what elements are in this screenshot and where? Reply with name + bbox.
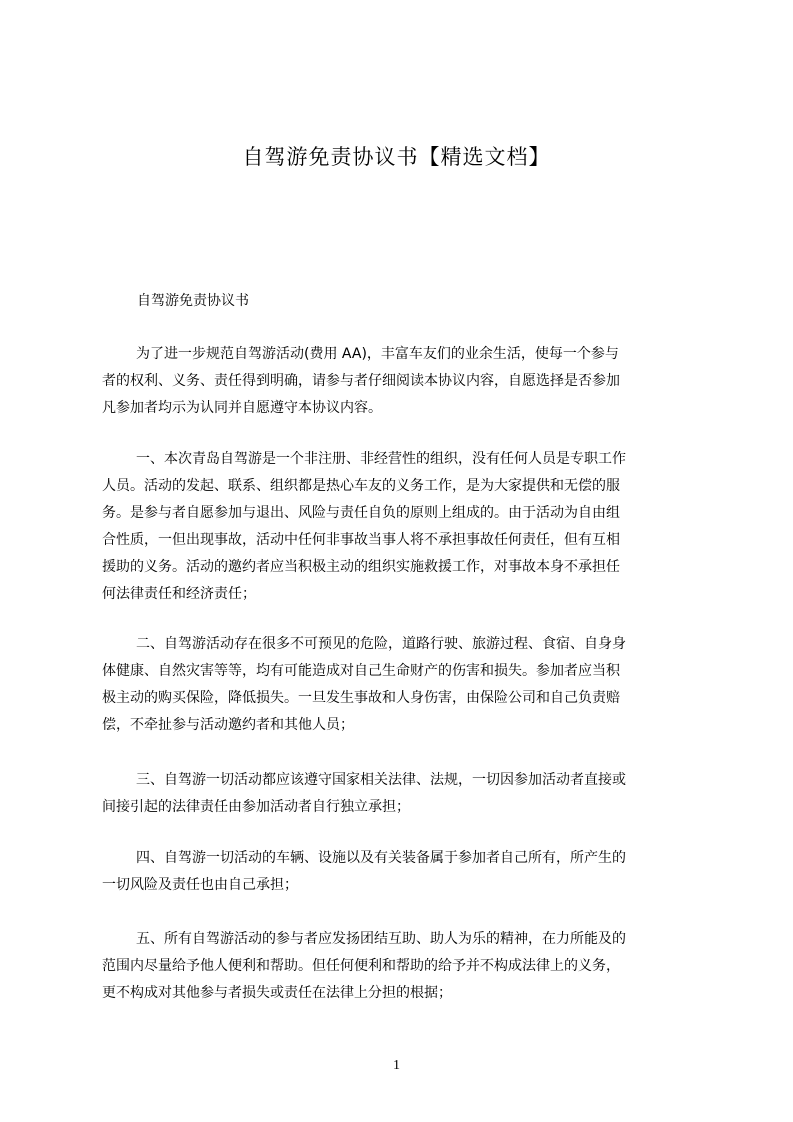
- paragraph-line: 极主动的购买保险，降低损失。一旦发生事故和人身伤害，由保险公司和自己负责赔: [102, 690, 620, 706]
- page-number: 1: [393, 1058, 400, 1073]
- paragraph-line: 合性质，一但出现事故，活动中任何非事故当事人将不承担事故任何责任，但有互相: [102, 532, 620, 548]
- paragraph-line: 一、本次青岛自驾游是一个非注册、非经营性的组织，没有任何人员是专职工作: [136, 451, 626, 467]
- paragraph-clause-1: [102, 446, 702, 608]
- paragraph-line: 五、所有自驾游活动的参与者应发扬团结互助、助人为乐的精神，在力所能及的: [136, 931, 626, 947]
- paragraph-line: 何法律责任和经济责任；: [102, 586, 256, 602]
- paragraph-clause-5: [102, 926, 702, 1007]
- paragraph-line: 务。是参与者自愿参加与退出、风险与责任自负的原则上组成的。由于活动为自由组: [102, 505, 620, 521]
- paragraph-clause-2: [102, 631, 702, 739]
- paragraph-line: 一切风险及责任也由自己承担；: [102, 877, 298, 893]
- paragraph-intro: [102, 341, 702, 422]
- paragraph-line: 三、自驾游一切活动都应该遵守国家相关法律、法规，一切因参加活动者直接或: [136, 772, 626, 788]
- paragraph-line: 为了进一步规范自驾游活动(费用 AA)，丰富车友们的业余生活，使每一个参与: [136, 346, 619, 362]
- paragraph-line: 四、自驾游一切活动的车辆、设施以及有关装备属于参加者自己所有，所产生的: [136, 850, 626, 866]
- paragraph-line: 凡参加者均示为认同并自愿遵守本协议内容。: [102, 400, 382, 416]
- paragraph-line: 人员。活动的发起、联系、组织都是热心车友的义务工作，是为大家提供和无偿的服: [102, 478, 620, 494]
- paragraph-line: 体健康、自然灾害等等，均有可能造成对自己生命财产的伤害和损失。参加者应当积: [102, 663, 620, 679]
- paragraph-line: 援助的义务。活动的邀约者应当积极主动的组织实施救援工作，对事故本身不承担任: [102, 559, 620, 575]
- paragraph-line: 间接引起的法律责任由参加活动者自行独立承担；: [102, 799, 410, 815]
- document-subtitle: 自驾游免责协议书: [137, 293, 249, 309]
- paragraph-line: 偿，不牵扯参与活动邀约者和其他人员；: [102, 717, 354, 733]
- paragraph-clause-3: [102, 767, 702, 821]
- document-title: 自驾游免责协议书【精选文档】: [242, 145, 551, 169]
- paragraph-line: 更不构成对其他参与者损失或责任在法律上分担的根据；: [102, 985, 452, 1001]
- paragraph-line: 范围内尽量给予他人便利和帮助。但任何便利和帮助的给予并不构成法律上的义务，: [102, 958, 620, 974]
- paragraph-clause-4: [102, 845, 702, 899]
- paragraph-line: 二、自驾游活动存在很多不可预见的危险，道路行驶、旅游过程、食宿、自身身: [136, 636, 626, 652]
- paragraph-line: 者的权利、义务、责任得到明确，请参与者仔细阅读本协议内容，自愿选择是否参加: [102, 373, 620, 389]
